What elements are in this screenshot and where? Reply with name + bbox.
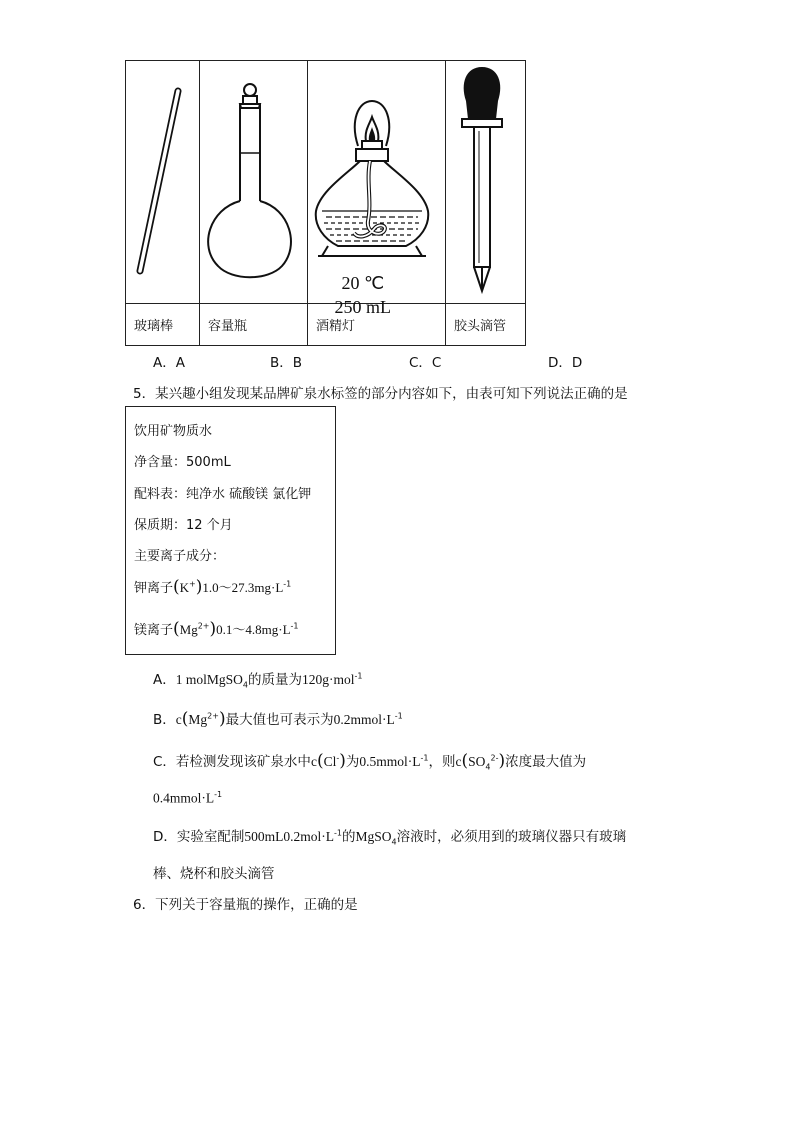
- q6-stem: 6．下列关于容量瓶的操作，正确的是: [133, 897, 358, 913]
- glass-rod-cell: [126, 61, 200, 304]
- apparatus-table: [125, 60, 526, 346]
- q5-option-c[interactable]: C．若检测发现该矿泉水中c(Cl-)为$0.5mmol\cdot L^{-1}$，则$c(SO_4^{2-})$浓度最大值为: [153, 751, 587, 772]
- q5-stem: 5．某兴趣小组发现某品牌矿泉水标签的部分内容如下，由表可知下列说法正确的是: [133, 386, 628, 402]
- label-line-product: 饮用矿物质水: [134, 424, 213, 439]
- q4-option-a[interactable]: A．A: [153, 355, 185, 371]
- q5-option-a[interactable]: A．1 molMgSO$_4$的质量为120g·mol$^{-1}$: [153, 671, 363, 690]
- q5-option-d-line2: 棒、烧杯和胶头滴管: [153, 866, 275, 882]
- label-volumetric-flask: 容量瓶: [200, 304, 308, 346]
- label-line-ingredients: 配料表：纯净水 硫酸镁 氯化钾: [134, 487, 312, 502]
- dropper-image: [446, 61, 517, 299]
- glass-rod-image: [126, 61, 191, 299]
- q4-option-c[interactable]: C．C: [409, 355, 442, 371]
- water-label-box: [125, 406, 336, 655]
- label-line-ions-title: 主要离子成分：: [134, 549, 226, 564]
- q4-options: [0, 351, 794, 371]
- volumetric-flask-cell: [200, 61, 391, 317]
- label-glass-rod: 玻璃棒: [126, 304, 200, 346]
- dropper-cell: [446, 61, 526, 304]
- label-line-shelf-life: 保质期：12 个月: [134, 518, 233, 533]
- flask-temp-label: 20 ℃: [341, 272, 385, 293]
- q5-option-c-line2: $0.4mmol\cdot L^{-1}$: [153, 790, 223, 806]
- volumetric-flask-image: [200, 61, 299, 299]
- label-dropper: 胶头滴管: [446, 304, 526, 346]
- label-line-volume: 净含量：500mL: [134, 455, 231, 470]
- label-alcohol-lamp: 酒精灯: [308, 304, 446, 346]
- q4-option-b[interactable]: B．B: [270, 355, 303, 371]
- q5-option-b[interactable]: B．$c(Mg^{2+})$最大值也可表示为$0.2mmol\cdot L^{-1}$: [153, 709, 403, 729]
- q5-option-d[interactable]: D．实验室配制$500mL0.2mol\cdot L^{-1}$的MgSO$_4$溶液时，必须用到的玻璃仪器只有玻璃: [153, 828, 627, 847]
- label-line-potassium: 钾离子$(K^+)1.0\sim 27.3mg\cdot L^{-1}$: [134, 577, 292, 597]
- alcohol-lamp-image: [308, 61, 437, 299]
- label-line-magnesium: 镁离子$(Mg^{2+})0.1\sim 4.8mg\cdot L^{-1}$: [134, 619, 299, 639]
- flask-volume-label: 250 mL: [334, 296, 391, 317]
- alcohol-lamp-cell: [308, 61, 446, 304]
- q4-option-d[interactable]: D．D: [548, 355, 583, 371]
